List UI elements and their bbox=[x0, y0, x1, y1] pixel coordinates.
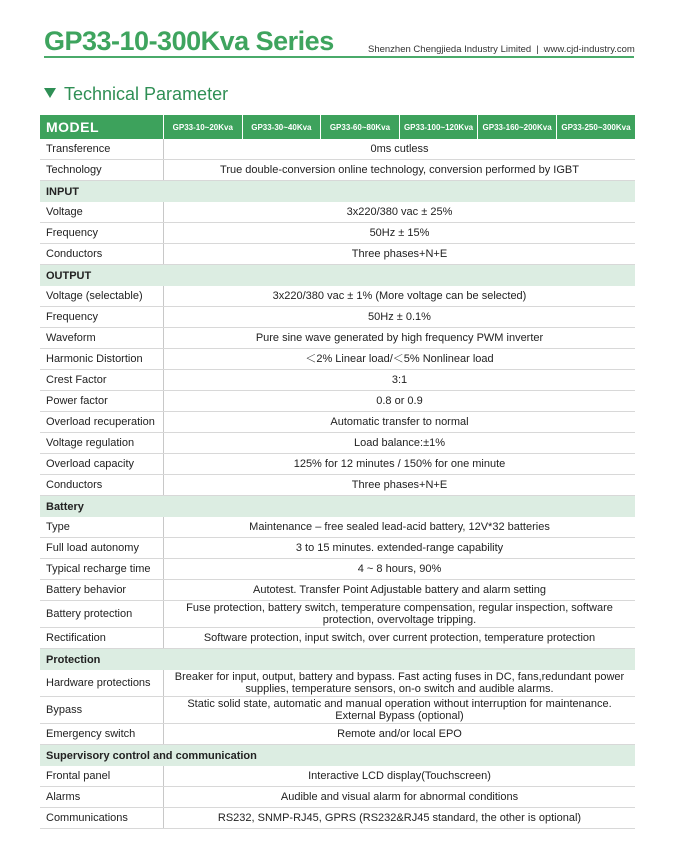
row-label: Hardware protections bbox=[40, 670, 164, 697]
row-label: Voltage bbox=[40, 202, 164, 223]
row-value: RS232, SNMP-RJ45, GPRS (RS232&RJ45 standard, the other is optional) bbox=[164, 808, 636, 829]
section-heading bbox=[44, 84, 228, 105]
row-label: Frontal panel bbox=[40, 766, 164, 787]
row-value: ＜2% Linear load/＜5% Nonlinear load bbox=[164, 349, 636, 370]
header-separator: | bbox=[536, 44, 539, 55]
table-row bbox=[40, 433, 635, 454]
table-row bbox=[40, 559, 635, 580]
model-cell: GP33-250~300Kva bbox=[556, 115, 635, 139]
section-header-input: INPUT bbox=[40, 181, 635, 203]
company-name: Shenzhen Chengjieda Industry Limited bbox=[368, 44, 532, 55]
row-label: Technology bbox=[40, 160, 164, 181]
row-value: Interactive LCD display(Touchscreen) bbox=[164, 766, 636, 787]
table-row bbox=[40, 580, 635, 601]
triangle-down-icon bbox=[44, 88, 56, 98]
table-row bbox=[40, 517, 635, 538]
row-value: Fuse protection, battery switch, temperature compensation, regular inspection, software protection, overvoltage tripping. bbox=[164, 601, 636, 628]
table-row bbox=[40, 475, 635, 496]
row-label: Typical recharge time bbox=[40, 559, 164, 580]
row-label: Battery behavior bbox=[40, 580, 164, 601]
row-value: Software protection, input switch, over current protection, temperature protection bbox=[164, 628, 636, 649]
row-label: Overload capacity bbox=[40, 454, 164, 475]
row-value: 50Hz ± 15% bbox=[164, 223, 636, 244]
table-row bbox=[40, 808, 635, 829]
section-header-row bbox=[40, 181, 635, 203]
row-value: 3 to 15 minutes. extended-range capability bbox=[164, 538, 636, 559]
row-label: Communications bbox=[40, 808, 164, 829]
table-row bbox=[40, 307, 635, 328]
row-label: Voltage (selectable) bbox=[40, 286, 164, 307]
row-label: Conductors bbox=[40, 475, 164, 496]
section-header-row bbox=[40, 745, 635, 767]
model-cell: GP33-30~40Kva bbox=[242, 115, 321, 139]
table-row bbox=[40, 223, 635, 244]
row-value: 4 ~ 8 hours, 90% bbox=[164, 559, 636, 580]
section-header-protection: Protection bbox=[40, 649, 635, 671]
table-row bbox=[40, 670, 635, 697]
table-row bbox=[40, 244, 635, 265]
model-row bbox=[40, 115, 635, 139]
table-row bbox=[40, 349, 635, 370]
table-row bbox=[40, 766, 635, 787]
table-row bbox=[40, 160, 635, 181]
row-label: Alarms bbox=[40, 787, 164, 808]
row-value: Autotest. Transfer Point Adjustable battery and alarm setting bbox=[164, 580, 636, 601]
row-value: Remote and/or local EPO bbox=[164, 724, 636, 745]
row-label: Rectification bbox=[40, 628, 164, 649]
model-label: MODEL bbox=[40, 115, 164, 139]
row-value: 125% for 12 minutes / 150% for one minute bbox=[164, 454, 636, 475]
table-row bbox=[40, 370, 635, 391]
row-value: 3x220/380 vac ± 1% (More voltage can be selected) bbox=[164, 286, 636, 307]
section-header-battery: Battery bbox=[40, 496, 635, 518]
model-cell: GP33-10~20Kva bbox=[164, 115, 243, 139]
table-row bbox=[40, 601, 635, 628]
section-header-supervisory: Supervisory control and communication bbox=[40, 745, 635, 767]
row-value: Three phases+N+E bbox=[164, 475, 636, 496]
row-label: Power factor bbox=[40, 391, 164, 412]
row-label: Crest Factor bbox=[40, 370, 164, 391]
row-value: Breaker for input, output, battery and bypass. Fast acting fuses in DC, fans,redundant power supplies, temperature sensors, on-o switch and audible alarms. bbox=[164, 670, 636, 697]
table-row bbox=[40, 538, 635, 559]
table-row bbox=[40, 202, 635, 223]
row-value: Static solid state, automatic and manual operation without interruption for maintenance. External Bypass (optional) bbox=[164, 697, 636, 724]
row-label: Emergency switch bbox=[40, 724, 164, 745]
table-row bbox=[40, 328, 635, 349]
row-value: Audible and visual alarm for abnormal conditions bbox=[164, 787, 636, 808]
model-cell: GP33-100~120Kva bbox=[399, 115, 478, 139]
row-label: Transference bbox=[40, 139, 164, 160]
section-header-output: OUTPUT bbox=[40, 265, 635, 287]
row-label: Frequency bbox=[40, 307, 164, 328]
row-label: Bypass bbox=[40, 697, 164, 724]
table-row bbox=[40, 139, 635, 160]
header-divider bbox=[44, 56, 634, 58]
row-label: Full load autonomy bbox=[40, 538, 164, 559]
row-value: 3x220/380 vac ± 25% bbox=[164, 202, 636, 223]
row-value: Three phases+N+E bbox=[164, 244, 636, 265]
section-header-row bbox=[40, 496, 635, 518]
row-label: Harmonic Distortion bbox=[40, 349, 164, 370]
row-value: 0.8 or 0.9 bbox=[164, 391, 636, 412]
row-value: 3:1 bbox=[164, 370, 636, 391]
table-row bbox=[40, 697, 635, 724]
row-label: Type bbox=[40, 517, 164, 538]
table-row bbox=[40, 628, 635, 649]
row-label: Frequency bbox=[40, 223, 164, 244]
model-cell: GP33-60~80Kva bbox=[321, 115, 400, 139]
company-website: www.cjd-industry.com bbox=[543, 44, 635, 55]
table-row bbox=[40, 412, 635, 433]
row-value: Maintenance – free sealed lead-acid battery, 12V*32 batteries bbox=[164, 517, 636, 538]
table-row bbox=[40, 787, 635, 808]
section-heading-text: Technical Parameter bbox=[64, 84, 229, 104]
row-value: Pure sine wave generated by high frequency PWM inverter bbox=[164, 328, 636, 349]
table-row bbox=[40, 391, 635, 412]
row-label: Battery protection bbox=[40, 601, 164, 628]
company-info bbox=[368, 44, 635, 55]
table-row bbox=[40, 454, 635, 475]
row-value: 0ms cutless bbox=[164, 139, 636, 160]
page-title: GP33-10-300Kva Series bbox=[44, 26, 334, 56]
row-label: Waveform bbox=[40, 328, 164, 349]
row-value: Automatic transfer to normal bbox=[164, 412, 636, 433]
row-label: Conductors bbox=[40, 244, 164, 265]
section-header-row bbox=[40, 265, 635, 287]
table-row bbox=[40, 724, 635, 745]
row-value: True double-conversion online technology, conversion performed by IGBT bbox=[164, 160, 636, 181]
spec-table bbox=[40, 115, 635, 829]
row-value: 50Hz ± 0.1% bbox=[164, 307, 636, 328]
model-cell: GP33-160~200Kva bbox=[478, 115, 557, 139]
row-label: Voltage regulation bbox=[40, 433, 164, 454]
table-row bbox=[40, 286, 635, 307]
row-label: Overload recuperation bbox=[40, 412, 164, 433]
row-value: Load balance:±1% bbox=[164, 433, 636, 454]
section-header-row bbox=[40, 649, 635, 671]
